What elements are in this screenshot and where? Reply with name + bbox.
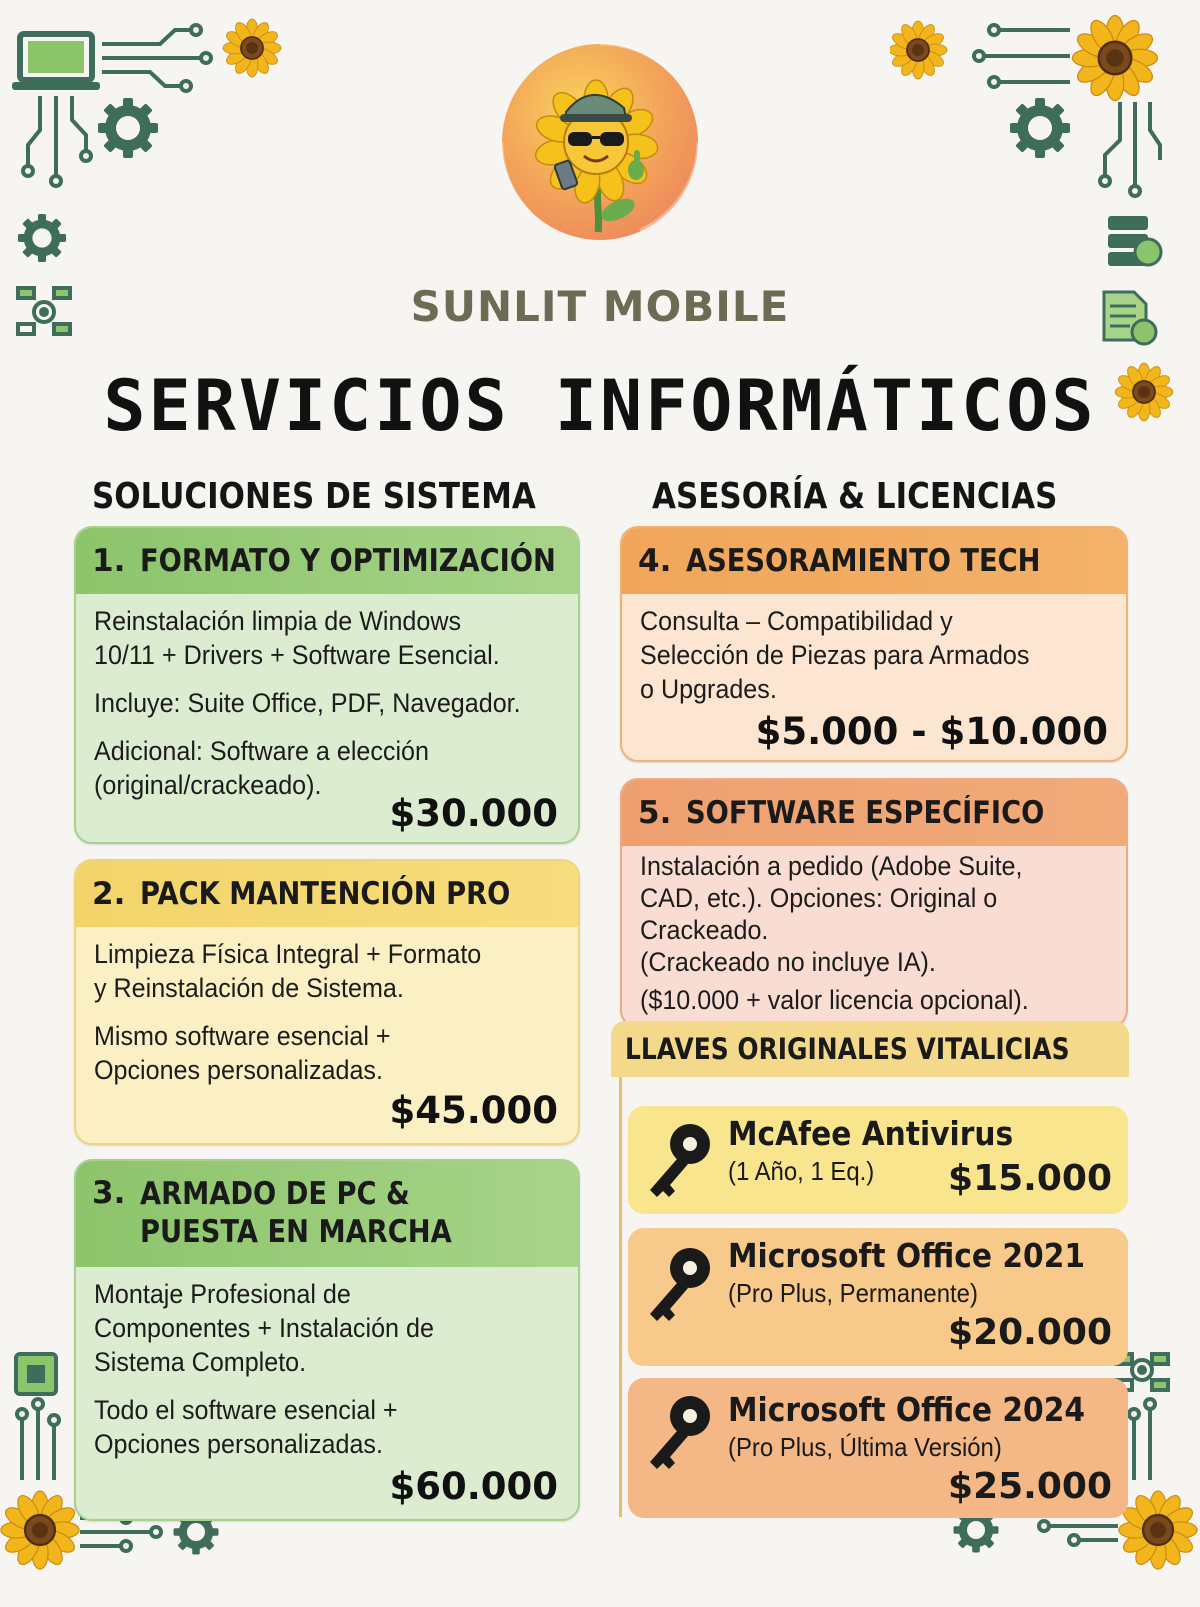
server-icon bbox=[1108, 216, 1161, 266]
service-description bbox=[76, 1267, 578, 1469]
license-price: $25.000 bbox=[948, 1466, 1112, 1507]
license-keys-heading-text: LLAVES ORIGINALES VITALICIAS bbox=[625, 1032, 1070, 1066]
service-card-header bbox=[76, 528, 578, 594]
service-number: 2. bbox=[92, 876, 126, 912]
service-card-4 bbox=[620, 526, 1128, 762]
description-line: ($10.000 + valor licencia opcional). bbox=[640, 985, 1029, 1015]
description-line: Reinstalación limpia de Windows bbox=[94, 606, 462, 636]
license-detail: (Pro Plus, Última Versión) bbox=[728, 1432, 1002, 1462]
description-line: (Crackeado no incluye IA). bbox=[640, 947, 936, 977]
license-name: Microsoft Office 2021 bbox=[728, 1236, 1086, 1275]
service-title: PACK MANTENCIÓN PRO bbox=[140, 876, 511, 912]
sunflower-mascot-logo bbox=[500, 42, 700, 242]
description-line: Instalación a pedido (Adobe Suite, bbox=[640, 851, 1023, 881]
description-line: Incluye: Suite Office, PDF, Navegador. bbox=[94, 688, 521, 718]
description-line: Componentes + Instalación de bbox=[94, 1313, 434, 1343]
description-line: Sistema Completo. bbox=[94, 1347, 307, 1377]
service-price: $60.000 bbox=[389, 1465, 558, 1508]
column-heading-left: SOLUCIONES DE SISTEMA bbox=[92, 476, 536, 517]
service-description bbox=[76, 927, 578, 1095]
service-title: FORMATO Y OPTIMIZACIÓN bbox=[140, 543, 556, 579]
service-card-2 bbox=[74, 859, 580, 1145]
key-icon bbox=[642, 1122, 722, 1202]
license-name: McAfee Antivirus bbox=[728, 1114, 1014, 1153]
service-number: 1. bbox=[92, 543, 126, 579]
service-price: $30.000 bbox=[389, 792, 558, 835]
license-detail: (Pro Plus, Permanente) bbox=[728, 1278, 978, 1308]
service-card-header bbox=[622, 780, 1126, 846]
brand-name: SUNLIT MOBILE bbox=[410, 282, 790, 331]
service-description bbox=[76, 594, 578, 810]
description-line: Consulta – Compatibilidad y bbox=[640, 606, 953, 636]
service-description bbox=[622, 846, 1126, 1024]
license-price: $15.000 bbox=[948, 1158, 1112, 1199]
service-card-header bbox=[622, 528, 1126, 594]
description-line: y Reinstalación de Sistema. bbox=[94, 973, 404, 1003]
service-card-1 bbox=[74, 526, 580, 844]
chip-icon bbox=[16, 1354, 56, 1394]
service-title: ASESORAMIENTO TECH bbox=[686, 543, 1041, 579]
license-key-card-2 bbox=[628, 1228, 1128, 1366]
service-title: ARMADO DE PC & PUESTA EN MARCHA bbox=[140, 1176, 452, 1250]
license-key-card-1 bbox=[628, 1106, 1128, 1214]
service-number: 5. bbox=[638, 795, 672, 831]
description-line: Selección de Piezas para Armados bbox=[640, 640, 1030, 670]
description-line: (original/crackeado). bbox=[94, 770, 322, 800]
license-key-card-3 bbox=[628, 1378, 1128, 1518]
service-card-header bbox=[76, 1161, 578, 1267]
license-detail: (1 Año, 1 Eq.) bbox=[728, 1156, 875, 1186]
service-number: 3. bbox=[92, 1175, 126, 1211]
license-name: Microsoft Office 2024 bbox=[728, 1390, 1086, 1429]
key-icon bbox=[642, 1394, 722, 1474]
service-description bbox=[622, 594, 1126, 714]
service-card-5 bbox=[620, 778, 1128, 1028]
description-line: 10/11 + Drivers + Software Esencial. bbox=[94, 640, 500, 670]
description-line: Adicional: Software a elección bbox=[94, 736, 429, 766]
service-card-3 bbox=[74, 1159, 580, 1521]
license-keys-bracket bbox=[619, 1077, 622, 1517]
laptop-icon bbox=[12, 34, 100, 90]
license-price: $20.000 bbox=[948, 1312, 1112, 1353]
service-number: 4. bbox=[638, 543, 672, 579]
service-card-header bbox=[76, 861, 578, 927]
description-line: Todo el software esencial + bbox=[94, 1395, 398, 1425]
description-line: Opciones personalizadas. bbox=[94, 1055, 383, 1085]
page-title: SERVICIOS INFORMÁTICOS bbox=[103, 365, 1097, 447]
description-line: Montaje Profesional de bbox=[94, 1279, 351, 1309]
description-line: o Upgrades. bbox=[640, 674, 777, 704]
description-line: Crackeado. bbox=[640, 915, 769, 945]
column-heading-right: ASESORÍA & LICENCIAS bbox=[652, 476, 1058, 517]
license-keys-heading bbox=[611, 1021, 1129, 1077]
service-price: $45.000 bbox=[389, 1089, 558, 1132]
description-line: CAD, etc.). Opciones: Original o bbox=[640, 883, 998, 913]
description-line: Opciones personalizadas. bbox=[94, 1429, 383, 1459]
description-line: Limpieza Física Integral + Formato bbox=[94, 939, 482, 969]
service-price: $5.000 - $10.000 bbox=[755, 710, 1108, 753]
service-title: SOFTWARE ESPECÍFICO bbox=[686, 795, 1045, 831]
description-line: Mismo software esencial + bbox=[94, 1021, 391, 1051]
key-icon bbox=[642, 1246, 722, 1326]
